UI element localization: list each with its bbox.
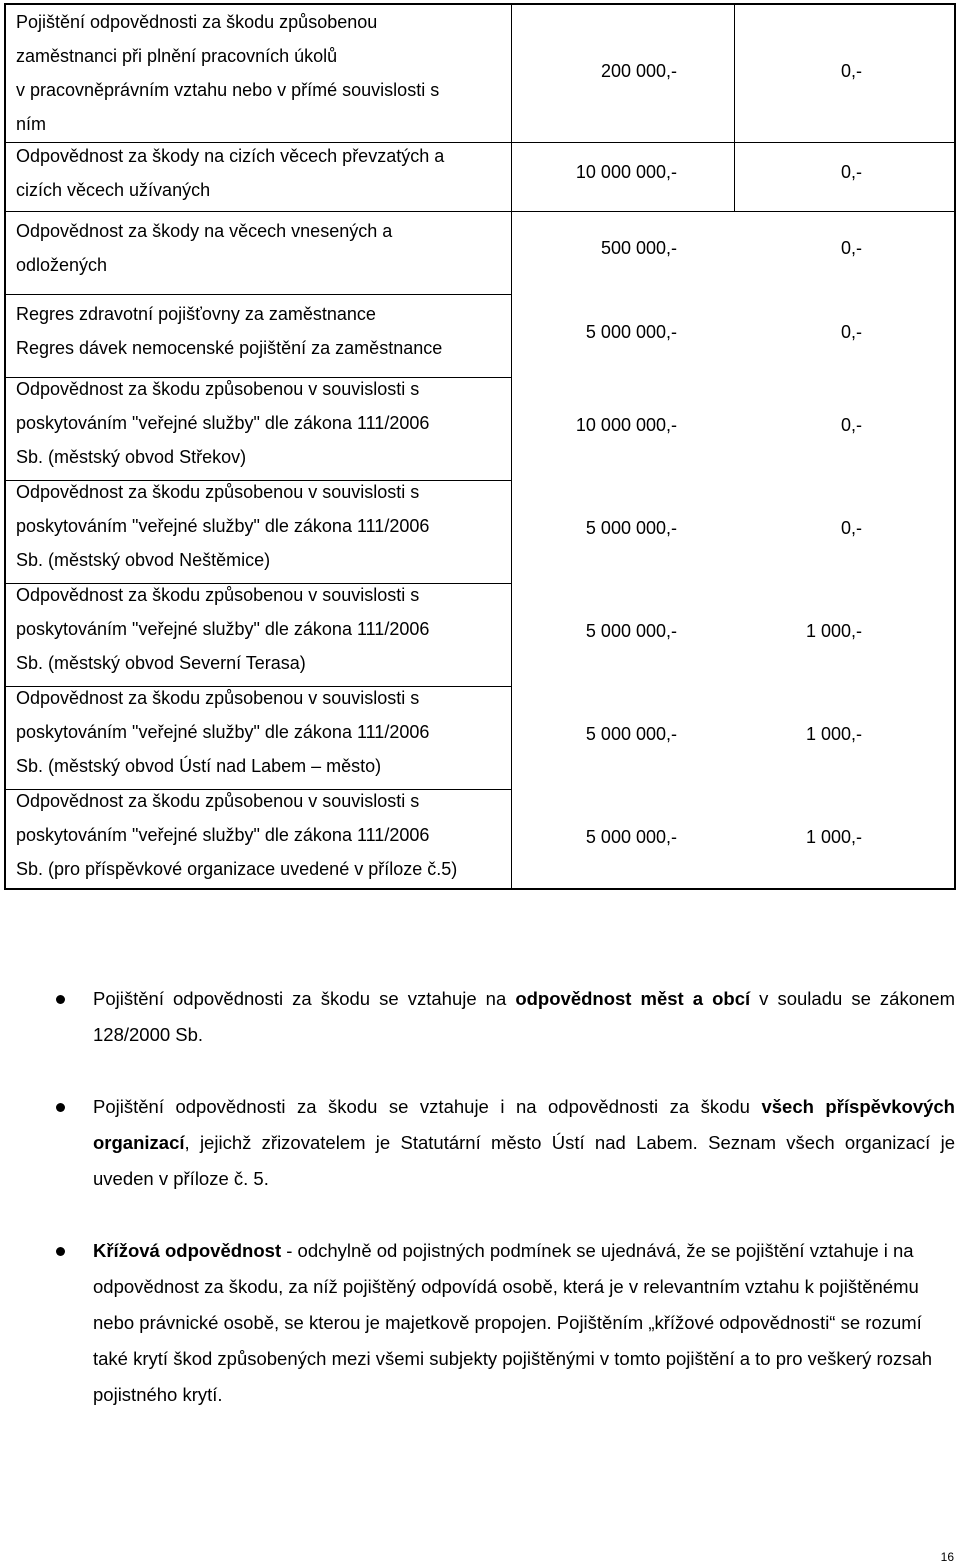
- desc-line: Odpovědnost za škodu způsobenou v souvislosti s: [16, 688, 420, 708]
- limit-value: 200 000,-: [600, 61, 677, 81]
- desc-line: Odpovědnost za škodu způsobenou v souvislosti s: [16, 482, 420, 502]
- para-text: Pojištění odpovědnosti za škodu se vztahuje na: [93, 988, 516, 1009]
- bullet-paragraph: [93, 1089, 955, 1197]
- limit-value: 5 000 000,-: [585, 621, 677, 641]
- desc-line: Sb. (městský obvod Neštěmice): [16, 550, 271, 570]
- desc-line: poskytováním "veřejné služby" dle zákona 111/2006: [16, 722, 430, 742]
- deductible-value: 1 000,-: [805, 827, 862, 847]
- row-divider: [512, 211, 956, 212]
- desc-line: Sb. (městský obvod Střekov): [16, 447, 247, 467]
- para-text: Pojištění odpovědnosti za škodu se vztahuje i na odpovědnosti za škodu: [93, 1096, 762, 1117]
- desc-line: Odpovědnost za škody na cizích věcech převzatých a: [16, 146, 445, 166]
- desc-line: cizích věcech užívaných: [16, 180, 211, 200]
- bullet-paragraph: [93, 1233, 955, 1413]
- row-description: [16, 372, 506, 474]
- row-description: [16, 297, 506, 365]
- desc-line: Odpovědnost za škodu způsobenou v souvislosti s: [16, 379, 420, 399]
- limit-value: 10 000 000,-: [575, 415, 677, 435]
- desc-line: Regres dávek nemocenské pojištění za zaměstnance: [16, 338, 443, 358]
- row-divider: [512, 142, 956, 143]
- deductible-value: 1 000,-: [805, 621, 862, 641]
- para-text: v souladu se zákonem 128/2000 Sb.: [93, 988, 955, 1045]
- row-divider: [6, 211, 511, 212]
- desc-line: Sb. (městský obvod Severní Terasa): [16, 653, 306, 673]
- desc-line: Pojištění odpovědnosti za škodu způsobenou: [16, 12, 378, 32]
- desc-line: poskytováním "veřejné služby" dle zákona 111/2006: [16, 516, 430, 536]
- para-bold: Křížová odpovědnost: [93, 1240, 282, 1261]
- page-number: 16: [940, 1550, 954, 1564]
- limit-value: 5 000 000,-: [585, 827, 677, 847]
- limit-value: 5 000 000,-: [585, 518, 677, 538]
- bullet-icon: [56, 1247, 65, 1256]
- row-description: [16, 214, 506, 282]
- insurance-liability-table: [4, 3, 956, 890]
- desc-line: Sb. (městský obvod Ústí nad Labem – město): [16, 756, 382, 776]
- desc-line: zaměstnanci při plnění pracovních úkolů: [16, 46, 338, 66]
- column-divider: [511, 5, 512, 888]
- limit-value: 500 000,-: [600, 238, 677, 258]
- row-description: [16, 139, 506, 207]
- row-divider: [6, 294, 511, 295]
- para-text: , jejichž zřizovatelem je Statutární město Ústí nad Labem. Seznam všech organizací je uveden v příloze č. 5.: [93, 1132, 955, 1189]
- deductible-value: 0,-: [840, 415, 862, 435]
- bullet-icon: [56, 995, 65, 1004]
- deductible-value: 0,-: [840, 238, 862, 258]
- desc-line: poskytováním "veřejné služby" dle zákona 111/2006: [16, 619, 430, 639]
- bullet-icon: [56, 1103, 65, 1112]
- desc-line: v pracovněprávním vztahu nebo v přímé souvislosti s: [16, 80, 440, 100]
- row-description: [16, 5, 506, 141]
- deductible-value: 0,-: [840, 322, 862, 342]
- desc-line: Odpovědnost za škody na věcech vnesených a: [16, 221, 393, 241]
- deductible-value: 0,-: [840, 518, 862, 538]
- limit-value: 10 000 000,-: [575, 162, 677, 182]
- desc-line: Odpovědnost za škodu způsobenou v souvislosti s: [16, 585, 420, 605]
- desc-line: Sb. (pro příspěvkové organizace uvedené v příloze č.5): [16, 859, 458, 879]
- bullet-paragraph: [93, 981, 955, 1053]
- row-description: [16, 578, 506, 680]
- deductible-value: 0,-: [840, 61, 862, 81]
- desc-line: poskytováním "veřejné služby" dle zákona 111/2006: [16, 413, 430, 433]
- desc-line: poskytováním "veřejné služby" dle zákona 111/2006: [16, 825, 430, 845]
- amount-column-divider: [734, 5, 735, 211]
- para-bold: odpovědnost měst a obcí: [515, 988, 751, 1009]
- row-description: [16, 475, 506, 577]
- desc-line: Regres zdravotní pojišťovny za zaměstnance: [16, 304, 376, 324]
- desc-line: odložených: [16, 255, 108, 275]
- deductible-value: 0,-: [840, 162, 862, 182]
- row-description: [16, 681, 506, 783]
- deductible-value: 1 000,-: [805, 724, 862, 744]
- row-description: [16, 784, 506, 886]
- para-bold: všech příspěvkových organizací: [93, 1096, 955, 1153]
- desc-line: ním: [16, 114, 47, 134]
- limit-value: 5 000 000,-: [585, 724, 677, 744]
- para-text: - odchylně od pojistných podmínek se ujednává, že se pojištění vztahuje i na odpovědnost za škodu, za níž pojištěný odpovídá osobě, která je v relevantním vztahu k pojištěnému nebo právnické osobě, se kterou je majetkově propojen. Pojištěním „křížové odpovědnosti“ se rozumí také krytí škod způsobených mezi všemi subjekty pojištěnými v tomto pojištění a to pro veškerý rozsah pojistného krytí.: [93, 1240, 933, 1405]
- desc-line: Odpovědnost za škodu způsobenou v souvislosti s: [16, 791, 420, 811]
- limit-value: 5 000 000,-: [585, 322, 677, 342]
